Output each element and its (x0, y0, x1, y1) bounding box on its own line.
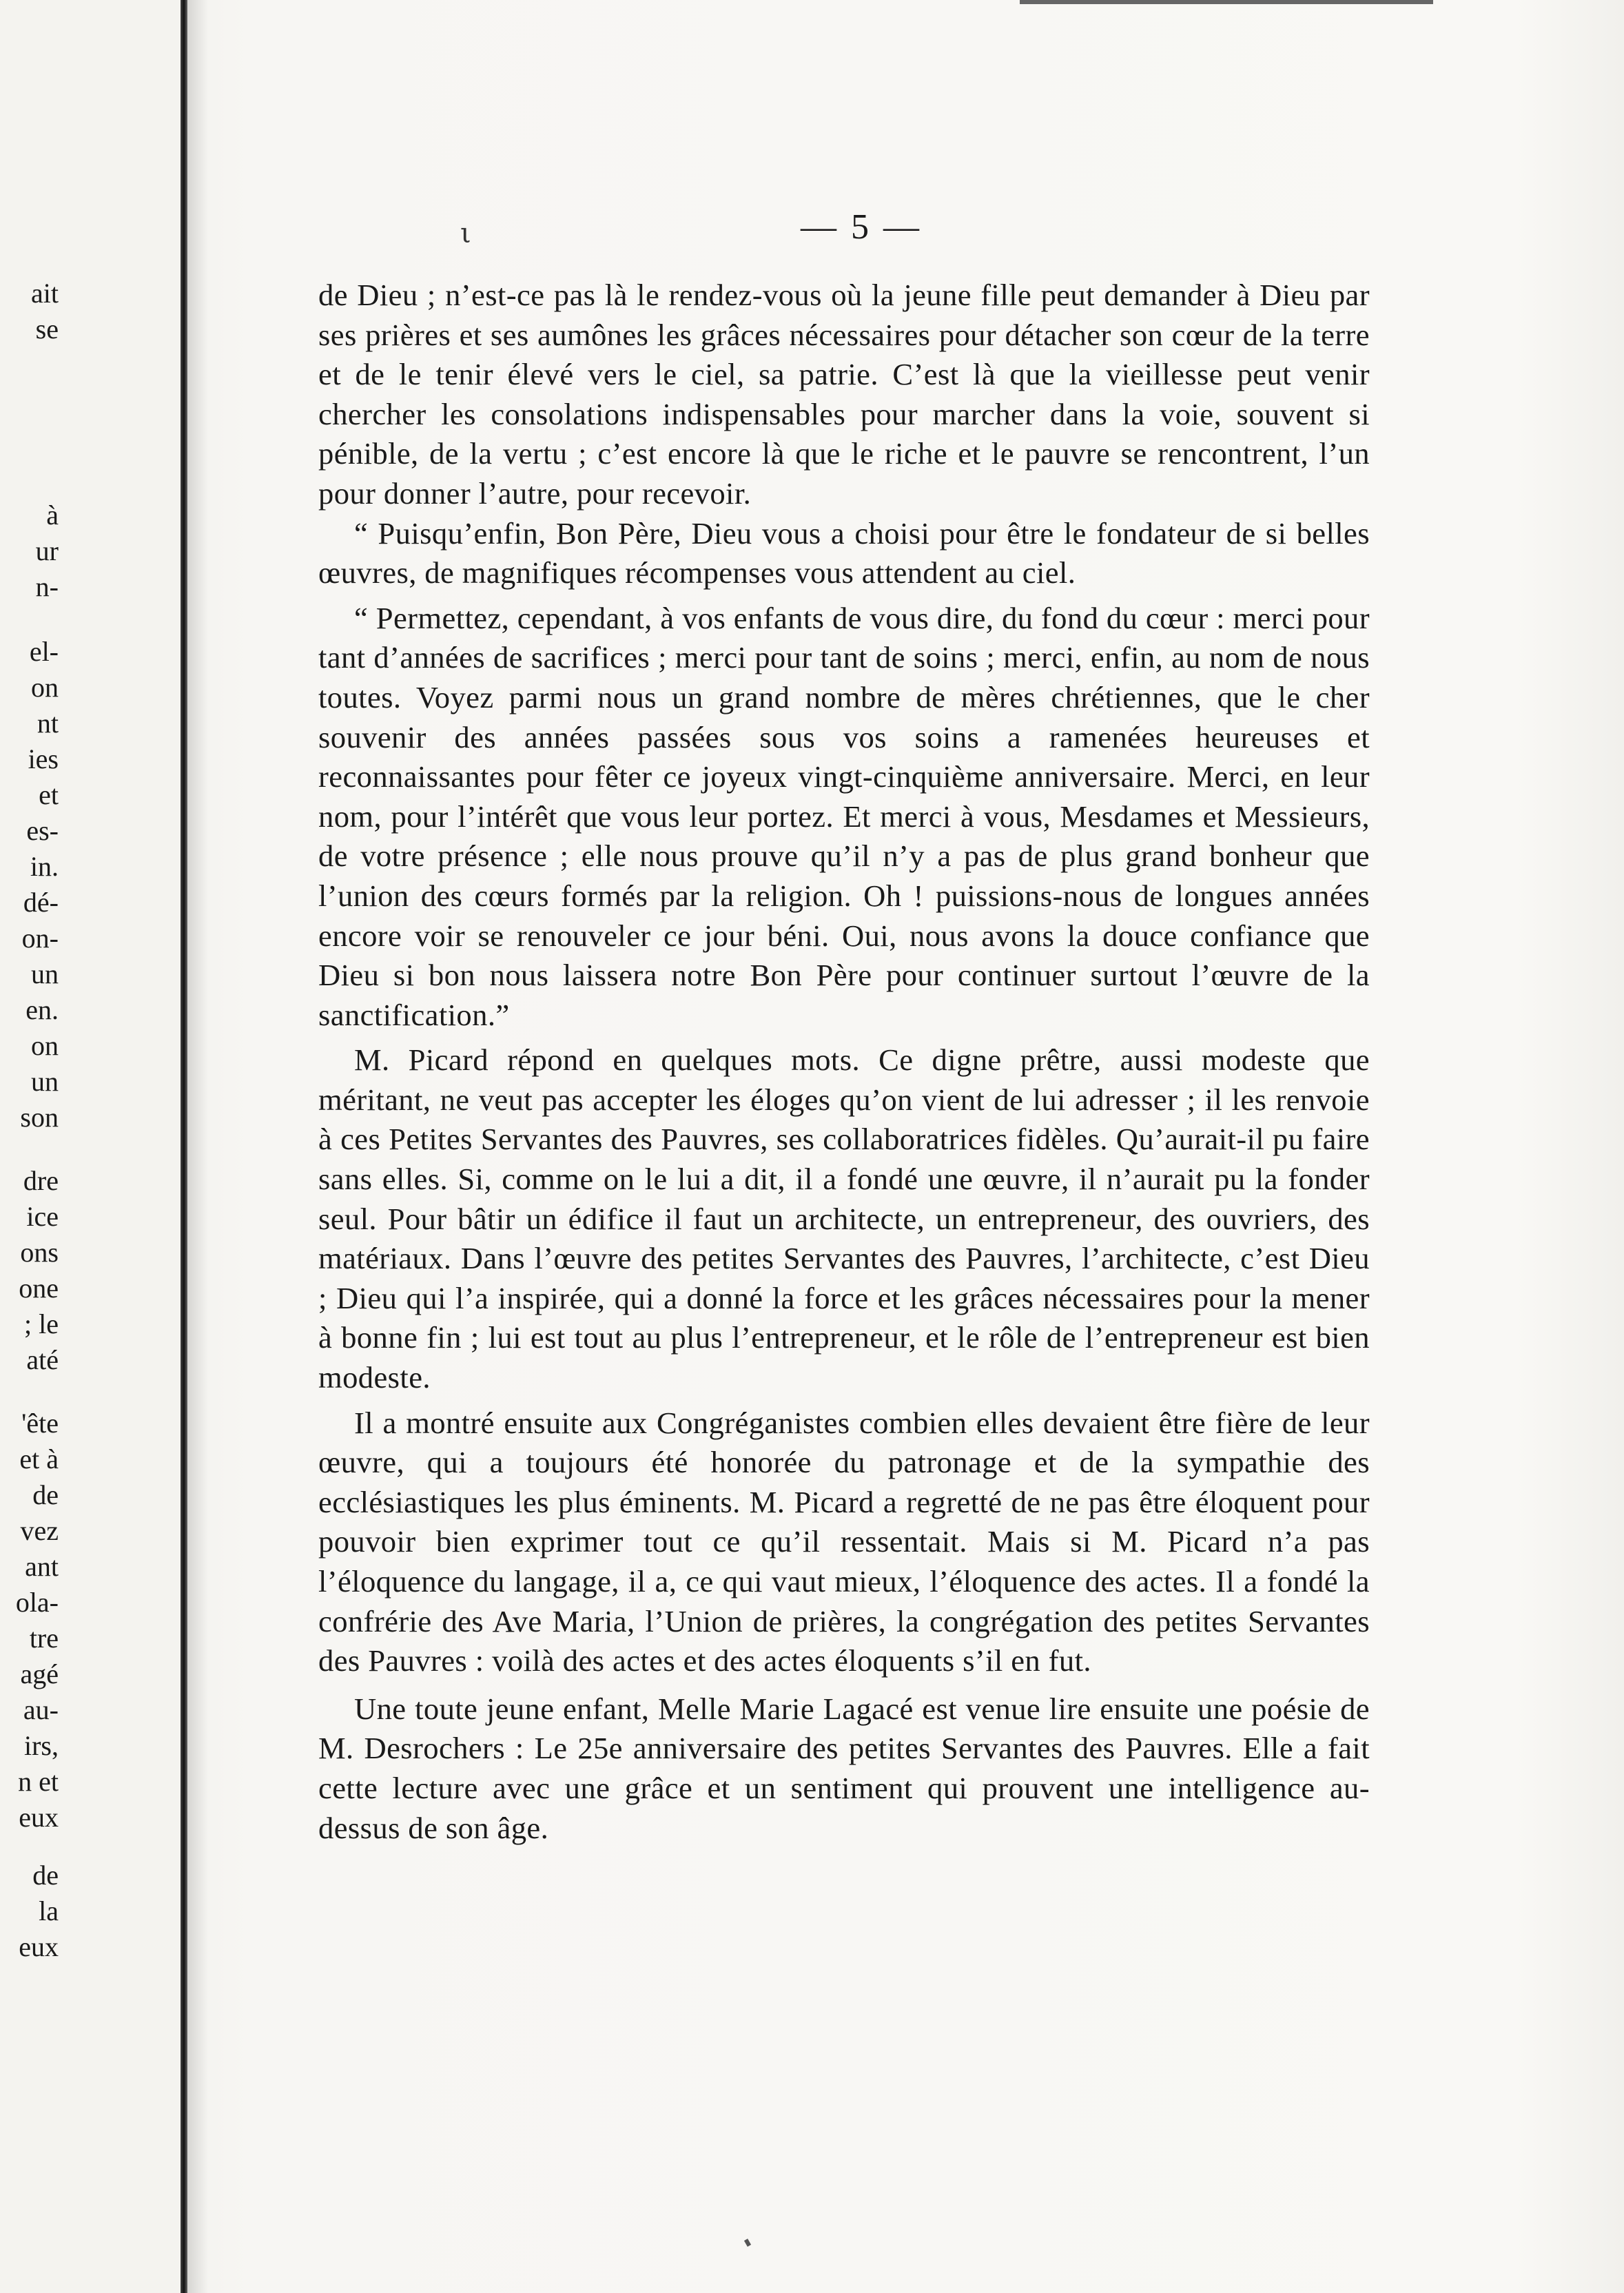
marginal-mark: ι (460, 218, 471, 249)
facing-fragment: la (39, 1895, 59, 1926)
paragraph: “ Permettez, cependant, à vos enfants de vous dire, du fond du cœur : merci pour tant d’années de sacrifices ; merci pour tant de soins ; merci, enfin, au nom de nous toutes. Voyez parmi nous un grand nombre de mères chrétiennes, que le cher souvenir des années passées sous vos soins a ramenées heureuses et reconnaissantes pour fêter ce joyeux vingt-cinquième anniversaire. Merci, en leur nom, pour l’intérêt que vous leur portez. Et merci à vous, Mesdames et Messieurs, de votre présence ; elle nous prouve qu’il n’y a pas de plus grand bonheur que l’union des cœurs formés par la religion. Oh ! puissions-nous de longues années encore voir se renouveler ce jour béni. Oui, nous avons la douce confiance que Dieu si bon nous laissera notre Bon Père pour continuer surtout l’œuvre de la sanctification.” (318, 600, 1370, 1032)
facing-fragment: de (32, 1860, 59, 1891)
facing-fragment: en. (25, 994, 59, 1025)
facing-fragment: one (19, 1273, 59, 1304)
facing-fragment: n et (18, 1766, 59, 1797)
facing-fragment: nt (37, 708, 59, 739)
facing-fragment: au- (23, 1694, 59, 1725)
paragraph: Une toute jeune enfant, Melle Marie Lagacé est venue lire ensuite une poésie de M. Desrochers : Le 25e anniversaire des petites Servantes des Pauvres. Elle a fait cette lecture avec une grâce et un sentiment qui prouvent une intelligence au-dessus de son âge. (318, 1691, 1370, 1845)
main-text-column (318, 276, 1370, 1848)
top-edge-shadow (1020, 0, 1433, 4)
paragraph: de Dieu ; n’est-ce pas là le rendez-vous où la jeune fille peut demander à Dieu par ses prières et ses aumônes les grâces nécessaires pour détacher son cœur de la terre et de le tenir élevé vers le ciel, sa patrie. C’est là que la vieillesse peut venir chercher les consolations indispensables pour marcher dans la voie, souvent si pénible, de la vertu ; c’est encore là que le riche et le pauvre se rencontrent, l’un pour donner l’autre, pour recevoir. (318, 278, 1370, 511)
facing-fragment: vez (20, 1515, 59, 1546)
facing-fragment: eux (19, 1802, 59, 1833)
facing-fragment: ur (35, 535, 59, 566)
book-binding-gutter (181, 0, 187, 2293)
facing-fragment: es- (26, 815, 59, 846)
facing-fragment: et (39, 779, 59, 810)
facing-fragment: ies (28, 743, 59, 774)
facing-fragment: ice (26, 1201, 59, 1232)
facing-fragment: eux (19, 1931, 59, 1962)
facing-fragment: dé- (23, 887, 59, 918)
gutter-shadow (187, 0, 208, 2293)
facing-fragment: on- (21, 923, 59, 954)
facing-fragment: on (31, 672, 59, 703)
facing-fragment: son (20, 1102, 59, 1133)
facing-fragment: 'ête (21, 1408, 59, 1439)
facing-fragment: tre (29, 1623, 59, 1654)
facing-fragment: ola- (15, 1587, 59, 1618)
paragraph: M. Picard répond en quelques mots. Ce digne prêtre, aussi modeste que méritant, ne veut pas accepter les éloges qu’on vient de lui adresser ; il les renvoie à ces Petites Servantes des Pauvres, ses collaboratrices fidèles. Qu’aurait-il pu faire sans elles. Si, comme on le lui a dit, il a fondé une œuvre, il n’aurait pu la fonder seul. Pour bâtir un édifice il faut un architecte, un entrepreneur, des ouvriers, des matériaux. Dans l’œuvre des petites Servantes des Pauvres, l’architecte, c’est Dieu ; Dieu qui l’a inspirée, qui a donné la force et les grâces nécessaires pour la mener à bonne fin ; lui est tout au plus l’entrepreneur, et le rôle de l’entrepreneur est bien modeste. (318, 1042, 1370, 1395)
facing-fragment: un (31, 1066, 59, 1097)
facing-fragment: dre (23, 1165, 59, 1196)
facing-fragment: de (32, 1479, 59, 1510)
facing-page-text-fragments (0, 0, 59, 2293)
facing-fragment: el- (29, 636, 59, 667)
page-number: — 5 — (801, 207, 922, 247)
facing-fragment: agé (20, 1658, 59, 1689)
facing-fragment: até (26, 1344, 59, 1375)
facing-fragment: on (31, 1030, 59, 1061)
facing-fragment: n- (35, 571, 59, 602)
facing-fragment: irs, (24, 1730, 59, 1761)
facing-fragment: in. (30, 851, 59, 882)
paragraph: Il a montré ensuite aux Congréganistes combien elles devaient être fière de leur œuvre, qui a toujours été honorée du patronage et de la sympathie des ecclésiastiques les plus éminents. M. Picard a regretté de ne pas être éloquent pour pouvoir bien exprimer tout ce qu’il ressentait. Mais si M. Picard n’a pas l’éloquence du langage, il a, ce qui vaut mieux, l’éloquence des actes. Il a fondé la confrérie des Ave Maria, l’Union de prières, la congrégation des petites Servantes des Pauvres : voilà des actes et des actes éloquents s’il en fut. (318, 1405, 1370, 1678)
facing-fragment: à (46, 500, 59, 531)
paragraph: “ Puisqu’enfin, Bon Père, Dieu vous a choisi pour être le fondateur de si belles œuvres, de magnifiques récompenses vous attendent au ciel. (318, 515, 1370, 590)
facing-fragment: ons (20, 1237, 59, 1268)
facing-fragment: ; le (24, 1308, 59, 1339)
facing-fragment: ait (31, 278, 59, 309)
facing-fragment: ant (25, 1551, 59, 1582)
facing-fragment: se (35, 313, 59, 345)
facing-fragment: et à (19, 1443, 59, 1474)
facing-fragment: un (31, 958, 59, 989)
